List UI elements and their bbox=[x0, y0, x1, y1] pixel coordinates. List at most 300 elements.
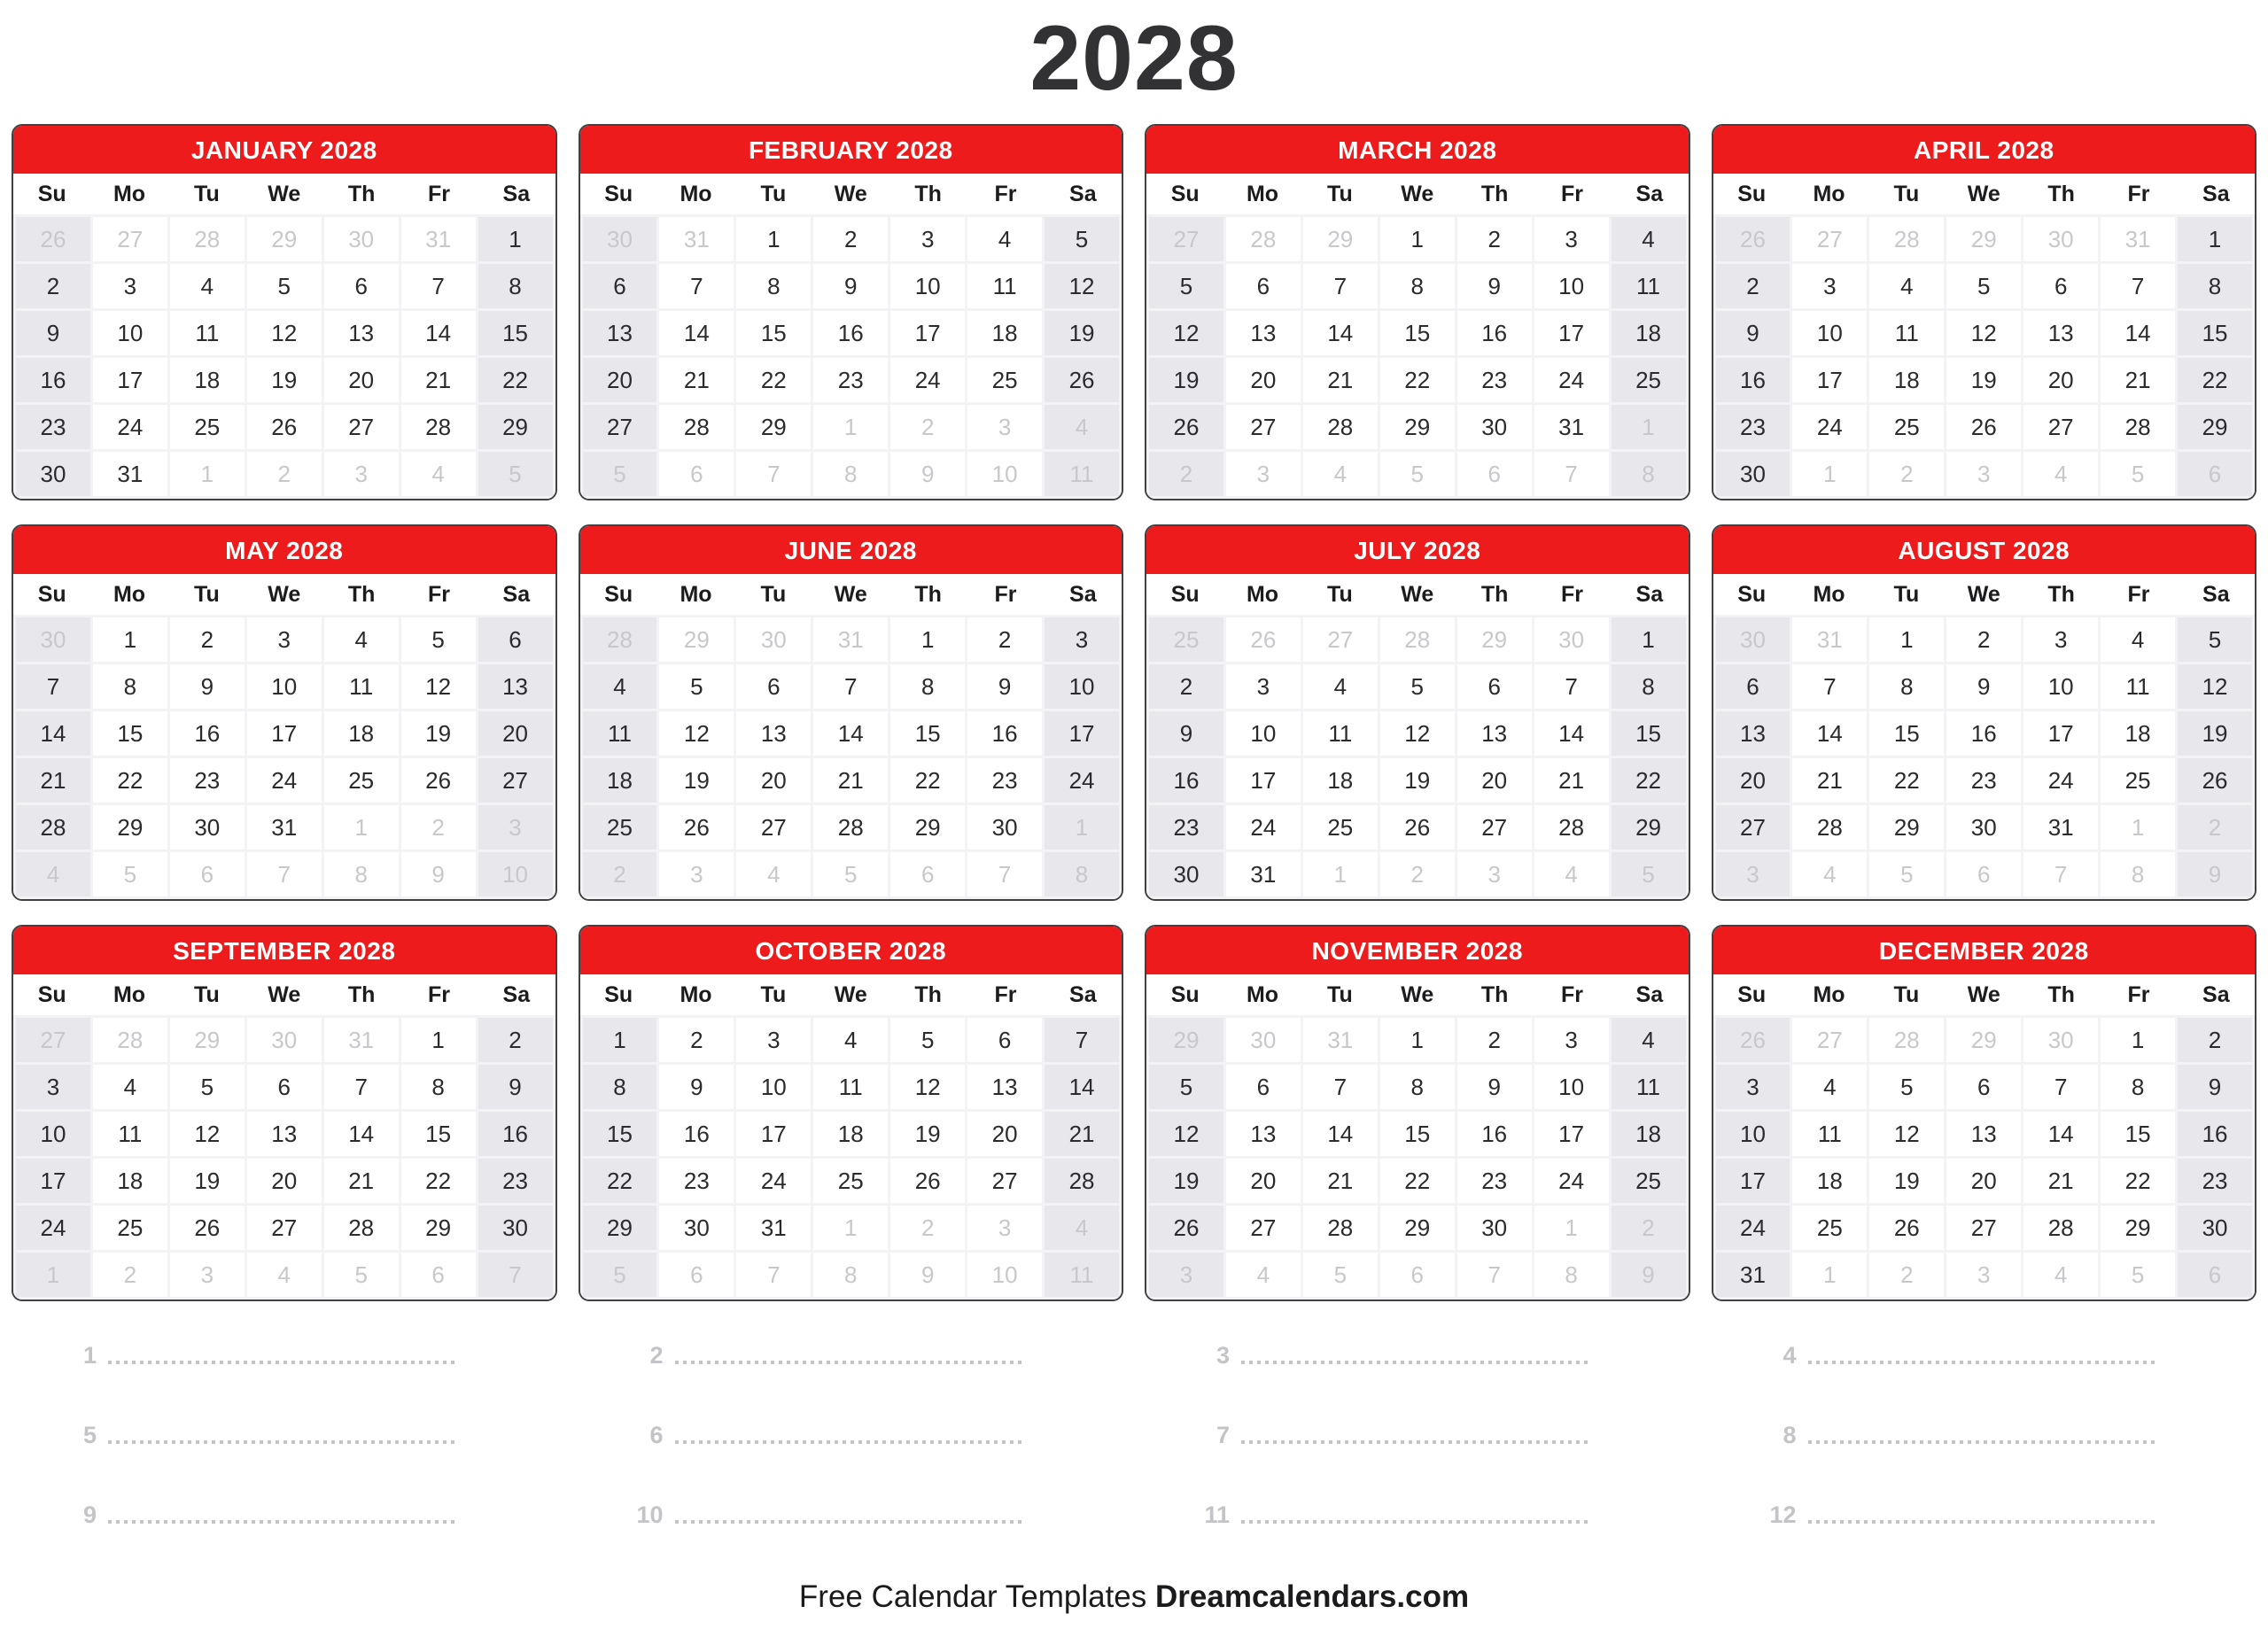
date-cell: 23 bbox=[813, 358, 888, 402]
day-name: We bbox=[1401, 182, 1434, 207]
date-cell-adjacent: 5 bbox=[478, 452, 553, 496]
date-cell: 22 bbox=[478, 358, 553, 402]
day-name: Sa bbox=[2202, 582, 2230, 608]
date-cell: 27 bbox=[1226, 405, 1301, 449]
day-name: Th bbox=[2047, 982, 2075, 1008]
date-cell: 27 bbox=[478, 758, 553, 803]
date-cell: 12 bbox=[1149, 311, 1223, 355]
date-cell-adjacent: 8 bbox=[1534, 1253, 1609, 1297]
date-cell-adjacent: 26 bbox=[1226, 617, 1301, 662]
date-cell: 23 bbox=[1716, 405, 1790, 449]
date-cell: 3 bbox=[247, 617, 322, 662]
date-cell: 7 bbox=[401, 264, 476, 308]
date-cell: 3 bbox=[736, 1018, 811, 1062]
date-cell: 22 bbox=[736, 358, 811, 402]
date-cell-adjacent: 7 bbox=[1534, 452, 1609, 496]
date-grid bbox=[580, 1015, 1122, 1300]
date-cell: 4 bbox=[1303, 664, 1378, 709]
date-cell: 16 bbox=[2178, 1112, 2252, 1156]
date-cell: 9 bbox=[967, 664, 1042, 709]
date-cell: 24 bbox=[1792, 405, 1867, 449]
day-name: Fr bbox=[994, 582, 1017, 608]
day-name: Sa bbox=[1069, 182, 1097, 207]
date-cell: 22 bbox=[2178, 358, 2252, 402]
note-number: 8 bbox=[1783, 1422, 1797, 1449]
date-cell: 18 bbox=[813, 1112, 888, 1156]
date-cell: 23 bbox=[1149, 805, 1223, 850]
month-card bbox=[12, 524, 557, 901]
footer bbox=[0, 1579, 2268, 1615]
date-cell-adjacent: 6 bbox=[2178, 452, 2252, 496]
date-cell: 9 bbox=[16, 311, 90, 355]
date-cell: 15 bbox=[583, 1112, 657, 1156]
date-cell: 19 bbox=[659, 758, 734, 803]
date-cell: 26 bbox=[1869, 1206, 1944, 1250]
date-cell: 10 bbox=[247, 664, 322, 709]
date-cell: 20 bbox=[1226, 1159, 1301, 1203]
date-cell-adjacent: 2 bbox=[1869, 1253, 1944, 1297]
date-cell-adjacent: 5 bbox=[583, 452, 657, 496]
day-name: Tu bbox=[194, 982, 220, 1008]
date-cell: 21 bbox=[1303, 358, 1378, 402]
date-cell: 14 bbox=[813, 711, 888, 756]
note-number: 10 bbox=[636, 1501, 664, 1529]
date-cell: 23 bbox=[16, 405, 90, 449]
day-name: Tu bbox=[760, 982, 787, 1008]
date-cell: 26 bbox=[890, 1159, 965, 1203]
date-cell: 16 bbox=[813, 311, 888, 355]
day-name: Tu bbox=[1893, 982, 1920, 1008]
date-cell: 8 bbox=[2101, 1065, 2175, 1109]
date-cell-adjacent: 29 bbox=[247, 217, 322, 261]
date-cell: 13 bbox=[247, 1112, 322, 1156]
date-cell: 26 bbox=[1149, 405, 1223, 449]
day-name: Su bbox=[604, 182, 633, 207]
day-name: Sa bbox=[1635, 982, 1664, 1008]
date-cell: 1 bbox=[1380, 217, 1455, 261]
note-number: 11 bbox=[1204, 1501, 1230, 1529]
day-name: Mo bbox=[1813, 582, 1845, 608]
date-cell-adjacent: 5 bbox=[93, 852, 167, 896]
date-cell: 13 bbox=[1716, 711, 1790, 756]
date-cell: 10 bbox=[1226, 711, 1301, 756]
note-number: 4 bbox=[1783, 1342, 1797, 1369]
note-dotted-line bbox=[675, 1440, 1026, 1444]
date-grid bbox=[580, 615, 1122, 899]
date-cell: 21 bbox=[16, 758, 90, 803]
date-cell: 31 bbox=[247, 805, 322, 850]
date-cell: 4 bbox=[967, 217, 1042, 261]
date-cell-adjacent: 1 bbox=[813, 405, 888, 449]
date-cell: 27 bbox=[324, 405, 399, 449]
date-cell: 21 bbox=[2023, 1159, 2098, 1203]
date-cell-adjacent: 9 bbox=[2178, 852, 2252, 896]
day-name: Mo bbox=[113, 182, 146, 207]
date-cell: 25 bbox=[1303, 805, 1378, 850]
month-header: JULY 2028 bbox=[1146, 526, 1689, 574]
day-name: Mo bbox=[680, 182, 712, 207]
date-cell: 3 bbox=[890, 217, 965, 261]
note-dotted-line bbox=[1241, 1520, 1592, 1524]
date-cell: 20 bbox=[967, 1112, 1042, 1156]
date-cell: 29 bbox=[1869, 805, 1944, 850]
date-cell: 15 bbox=[93, 711, 167, 756]
month-card bbox=[579, 925, 1124, 1301]
date-cell: 9 bbox=[1946, 664, 2021, 709]
date-cell: 9 bbox=[1457, 1065, 1532, 1109]
date-cell-adjacent: 26 bbox=[1716, 217, 1790, 261]
date-cell-adjacent: 9 bbox=[890, 1253, 965, 1297]
date-cell: 6 bbox=[583, 264, 657, 308]
date-cell: 6 bbox=[1226, 1065, 1301, 1109]
date-cell: 18 bbox=[1869, 358, 1944, 402]
note-dotted-line bbox=[108, 1520, 459, 1524]
date-cell: 28 bbox=[1534, 805, 1609, 850]
date-cell-adjacent: 27 bbox=[1792, 217, 1867, 261]
note-number: 7 bbox=[1216, 1422, 1230, 1449]
date-cell: 17 bbox=[2023, 711, 2098, 756]
date-cell-adjacent: 1 bbox=[1792, 452, 1867, 496]
date-cell: 8 bbox=[1612, 664, 1686, 709]
day-header-row bbox=[1146, 174, 1689, 214]
date-cell-adjacent: 4 bbox=[1303, 452, 1378, 496]
note-line bbox=[579, 1418, 1124, 1450]
date-cell: 31 bbox=[1226, 852, 1301, 896]
day-name: Mo bbox=[1813, 182, 1845, 207]
date-cell: 16 bbox=[967, 711, 1042, 756]
date-cell: 9 bbox=[478, 1065, 553, 1109]
day-name: We bbox=[1967, 582, 2000, 608]
date-cell-adjacent: 1 bbox=[1534, 1206, 1609, 1250]
date-cell: 25 bbox=[93, 1206, 167, 1250]
date-cell-adjacent: 2 bbox=[583, 852, 657, 896]
day-name: We bbox=[1401, 582, 1434, 608]
date-cell: 30 bbox=[1946, 805, 2021, 850]
date-cell-adjacent: 2 bbox=[2178, 805, 2252, 850]
note-dotted-line bbox=[675, 1361, 1026, 1364]
date-cell: 29 bbox=[890, 805, 965, 850]
date-cell: 1 bbox=[93, 617, 167, 662]
day-name: Mo bbox=[680, 582, 712, 608]
day-header-row bbox=[13, 174, 555, 214]
date-cell: 2 bbox=[967, 617, 1042, 662]
date-cell-adjacent: 2 bbox=[1612, 1206, 1686, 1250]
date-cell: 12 bbox=[170, 1112, 245, 1156]
day-name: We bbox=[834, 582, 867, 608]
date-cell: 22 bbox=[401, 1159, 476, 1203]
date-cell: 7 bbox=[1534, 664, 1609, 709]
date-cell: 12 bbox=[1380, 711, 1455, 756]
date-cell: 21 bbox=[1534, 758, 1609, 803]
date-cell: 31 bbox=[1534, 405, 1609, 449]
date-cell: 19 bbox=[1149, 358, 1223, 402]
date-cell-adjacent: 7 bbox=[736, 1253, 811, 1297]
date-cell-adjacent: 5 bbox=[1380, 452, 1455, 496]
date-cell: 8 bbox=[736, 264, 811, 308]
date-cell: 5 bbox=[1380, 664, 1455, 709]
months-grid bbox=[12, 124, 2256, 1301]
date-cell-adjacent: 8 bbox=[2101, 852, 2175, 896]
day-name: Su bbox=[604, 982, 633, 1008]
date-cell: 9 bbox=[1716, 311, 1790, 355]
date-cell: 1 bbox=[890, 617, 965, 662]
date-cell: 24 bbox=[247, 758, 322, 803]
date-cell: 27 bbox=[1946, 1206, 2021, 1250]
date-cell: 1 bbox=[583, 1018, 657, 1062]
date-cell: 26 bbox=[1380, 805, 1455, 850]
day-name: We bbox=[1967, 982, 2000, 1008]
date-cell: 20 bbox=[247, 1159, 322, 1203]
date-cell: 31 bbox=[736, 1206, 811, 1250]
date-cell: 6 bbox=[967, 1018, 1042, 1062]
date-cell: 6 bbox=[2023, 264, 2098, 308]
note-line bbox=[579, 1338, 1124, 1370]
date-cell-adjacent: 3 bbox=[1226, 452, 1301, 496]
date-cell: 13 bbox=[1946, 1112, 2021, 1156]
date-cell: 27 bbox=[1457, 805, 1532, 850]
date-cell: 13 bbox=[478, 664, 553, 709]
date-cell: 18 bbox=[1792, 1159, 1867, 1203]
notes-grid bbox=[12, 1338, 2256, 1530]
date-cell: 7 bbox=[813, 664, 888, 709]
date-cell-adjacent: 6 bbox=[1380, 1253, 1455, 1297]
date-cell: 5 bbox=[1149, 264, 1223, 308]
date-cell-adjacent: 9 bbox=[401, 852, 476, 896]
date-cell: 29 bbox=[1380, 405, 1455, 449]
date-cell-adjacent: 29 bbox=[1149, 1018, 1223, 1062]
day-name: Mo bbox=[113, 982, 146, 1008]
date-cell-adjacent: 3 bbox=[659, 852, 734, 896]
date-cell-adjacent: 6 bbox=[659, 452, 734, 496]
date-cell: 28 bbox=[401, 405, 476, 449]
day-name: Sa bbox=[502, 182, 531, 207]
day-name: Mo bbox=[1246, 582, 1279, 608]
date-cell: 17 bbox=[1534, 1112, 1609, 1156]
month-header: JANUARY 2028 bbox=[13, 126, 555, 174]
date-cell: 26 bbox=[1045, 358, 1119, 402]
date-cell-adjacent: 29 bbox=[1457, 617, 1532, 662]
date-cell: 14 bbox=[1303, 1112, 1378, 1156]
date-cell: 26 bbox=[1149, 1206, 1223, 1250]
date-cell: 25 bbox=[1612, 358, 1686, 402]
date-cell: 17 bbox=[247, 711, 322, 756]
date-cell-adjacent: 5 bbox=[324, 1253, 399, 1297]
date-cell: 24 bbox=[93, 405, 167, 449]
date-cell-adjacent: 30 bbox=[324, 217, 399, 261]
date-cell: 5 bbox=[659, 664, 734, 709]
footer-brand: Dreamcalendars.com bbox=[1155, 1579, 1470, 1615]
day-name: Tu bbox=[760, 582, 787, 608]
date-cell: 27 bbox=[583, 405, 657, 449]
day-name: Fr bbox=[2127, 982, 2150, 1008]
date-cell: 6 bbox=[324, 264, 399, 308]
date-cell: 3 bbox=[1534, 217, 1609, 261]
day-name: Su bbox=[37, 582, 66, 608]
month-header: FEBRUARY 2028 bbox=[580, 126, 1122, 174]
note-dotted-line bbox=[108, 1440, 459, 1444]
date-cell: 20 bbox=[1457, 758, 1532, 803]
note-number: 5 bbox=[82, 1422, 97, 1449]
date-cell: 17 bbox=[1534, 311, 1609, 355]
date-cell: 1 bbox=[1380, 1018, 1455, 1062]
date-cell-adjacent: 31 bbox=[659, 217, 734, 261]
date-cell: 6 bbox=[1716, 664, 1790, 709]
date-cell: 18 bbox=[1612, 311, 1686, 355]
date-cell-adjacent: 28 bbox=[1869, 1018, 1944, 1062]
date-cell: 22 bbox=[1380, 358, 1455, 402]
date-cell-adjacent: 4 bbox=[2023, 452, 2098, 496]
date-cell-adjacent: 30 bbox=[2023, 217, 2098, 261]
note-number: 1 bbox=[82, 1342, 97, 1369]
date-cell: 12 bbox=[659, 711, 734, 756]
date-cell: 4 bbox=[1869, 264, 1944, 308]
date-cell-adjacent: 10 bbox=[478, 852, 553, 896]
date-cell: 13 bbox=[736, 711, 811, 756]
month-card bbox=[579, 524, 1124, 901]
date-cell: 24 bbox=[1226, 805, 1301, 850]
day-header-row bbox=[13, 974, 555, 1015]
date-cell: 2 bbox=[1946, 617, 2021, 662]
date-cell: 17 bbox=[890, 311, 965, 355]
date-cell: 3 bbox=[1534, 1018, 1609, 1062]
date-cell: 24 bbox=[890, 358, 965, 402]
date-grid bbox=[1146, 214, 1689, 499]
date-cell: 14 bbox=[2023, 1112, 2098, 1156]
date-cell-adjacent: 30 bbox=[1534, 617, 1609, 662]
date-cell-adjacent: 28 bbox=[583, 617, 657, 662]
note-dotted-line bbox=[1808, 1520, 2159, 1524]
date-cell-adjacent: 28 bbox=[1226, 217, 1301, 261]
day-name: Th bbox=[1480, 182, 1509, 207]
date-cell-adjacent: 1 bbox=[1303, 852, 1378, 896]
day-name: Th bbox=[2047, 182, 2075, 207]
date-cell: 31 bbox=[2023, 805, 2098, 850]
date-cell: 9 bbox=[2178, 1065, 2252, 1109]
date-cell: 2 bbox=[1457, 1018, 1532, 1062]
day-name: Tu bbox=[194, 582, 220, 608]
date-cell: 25 bbox=[170, 405, 245, 449]
date-cell: 6 bbox=[1457, 664, 1532, 709]
date-cell-adjacent: 1 bbox=[2101, 805, 2175, 850]
date-cell: 10 bbox=[1792, 311, 1867, 355]
day-name: Sa bbox=[1069, 582, 1097, 608]
date-cell-adjacent: 6 bbox=[1457, 452, 1532, 496]
date-cell: 30 bbox=[170, 805, 245, 850]
date-cell: 30 bbox=[1149, 852, 1223, 896]
date-cell: 16 bbox=[659, 1112, 734, 1156]
note-line bbox=[12, 1498, 557, 1530]
date-cell: 14 bbox=[324, 1112, 399, 1156]
date-cell-adjacent: 3 bbox=[1946, 452, 2021, 496]
date-cell-adjacent: 28 bbox=[1869, 217, 1944, 261]
date-cell-adjacent: 1 bbox=[813, 1206, 888, 1250]
date-cell-adjacent: 1 bbox=[1792, 1253, 1867, 1297]
date-cell: 14 bbox=[1303, 311, 1378, 355]
date-cell-adjacent: 30 bbox=[1226, 1018, 1301, 1062]
date-cell: 24 bbox=[16, 1206, 90, 1250]
day-name: Fr bbox=[1560, 582, 1583, 608]
date-cell-adjacent: 4 bbox=[401, 452, 476, 496]
date-cell-adjacent: 5 bbox=[2101, 1253, 2175, 1297]
date-cell: 7 bbox=[16, 664, 90, 709]
date-cell: 6 bbox=[247, 1065, 322, 1109]
date-cell: 20 bbox=[583, 358, 657, 402]
date-cell: 31 bbox=[1716, 1253, 1790, 1297]
month-card bbox=[1712, 925, 2257, 1301]
date-cell: 27 bbox=[2023, 405, 2098, 449]
date-cell: 14 bbox=[2101, 311, 2175, 355]
date-cell-adjacent: 31 bbox=[1792, 617, 1867, 662]
date-cell-adjacent: 29 bbox=[1303, 217, 1378, 261]
date-cell: 3 bbox=[93, 264, 167, 308]
date-cell: 16 bbox=[16, 358, 90, 402]
date-cell-adjacent: 2 bbox=[93, 1253, 167, 1297]
day-header-row bbox=[580, 574, 1122, 615]
date-cell: 30 bbox=[478, 1206, 553, 1250]
note-number: 2 bbox=[649, 1342, 664, 1369]
date-cell-adjacent: 9 bbox=[1612, 1253, 1686, 1297]
date-cell: 27 bbox=[247, 1206, 322, 1250]
date-cell: 5 bbox=[1045, 217, 1119, 261]
date-cell: 25 bbox=[1792, 1206, 1867, 1250]
day-name: Th bbox=[914, 582, 942, 608]
date-cell: 12 bbox=[890, 1065, 965, 1109]
date-cell-adjacent: 1 bbox=[1612, 405, 1686, 449]
date-cell-adjacent: 10 bbox=[967, 1253, 1042, 1297]
date-cell: 18 bbox=[1303, 758, 1378, 803]
date-cell: 11 bbox=[1303, 711, 1378, 756]
date-cell: 13 bbox=[1226, 311, 1301, 355]
note-dotted-line bbox=[1241, 1440, 1592, 1444]
date-cell: 13 bbox=[583, 311, 657, 355]
date-cell: 7 bbox=[2023, 1065, 2098, 1109]
date-cell: 23 bbox=[1457, 1159, 1532, 1203]
month-header: AUGUST 2028 bbox=[1713, 526, 2256, 574]
date-cell: 5 bbox=[1869, 1065, 1944, 1109]
date-cell-adjacent: 3 bbox=[967, 1206, 1042, 1250]
date-cell: 29 bbox=[1612, 805, 1686, 850]
note-line bbox=[1145, 1338, 1690, 1370]
date-cell: 21 bbox=[1303, 1159, 1378, 1203]
date-cell: 23 bbox=[659, 1159, 734, 1203]
date-cell: 14 bbox=[1045, 1065, 1119, 1109]
date-cell-adjacent: 2 bbox=[1869, 452, 1944, 496]
date-grid bbox=[1713, 214, 2256, 499]
date-cell: 7 bbox=[324, 1065, 399, 1109]
date-cell: 8 bbox=[401, 1065, 476, 1109]
date-cell: 5 bbox=[170, 1065, 245, 1109]
date-cell: 27 bbox=[1226, 1206, 1301, 1250]
day-name: Mo bbox=[1246, 182, 1279, 207]
day-name: Tu bbox=[1327, 182, 1353, 207]
day-name: Fr bbox=[2127, 582, 2150, 608]
date-cell: 25 bbox=[967, 358, 1042, 402]
date-cell: 2 bbox=[2178, 1018, 2252, 1062]
date-cell: 27 bbox=[1716, 805, 1790, 850]
date-cell: 11 bbox=[1612, 1065, 1686, 1109]
date-cell-adjacent: 4 bbox=[16, 852, 90, 896]
date-cell: 25 bbox=[813, 1159, 888, 1203]
day-name: Mo bbox=[113, 582, 146, 608]
date-cell: 1 bbox=[478, 217, 553, 261]
date-cell: 8 bbox=[1869, 664, 1944, 709]
note-number: 12 bbox=[1769, 1501, 1797, 1529]
date-cell: 21 bbox=[1045, 1112, 1119, 1156]
date-cell: 5 bbox=[1946, 264, 2021, 308]
date-cell: 28 bbox=[1303, 1206, 1378, 1250]
date-cell: 1 bbox=[2101, 1018, 2175, 1062]
date-cell: 16 bbox=[478, 1112, 553, 1156]
